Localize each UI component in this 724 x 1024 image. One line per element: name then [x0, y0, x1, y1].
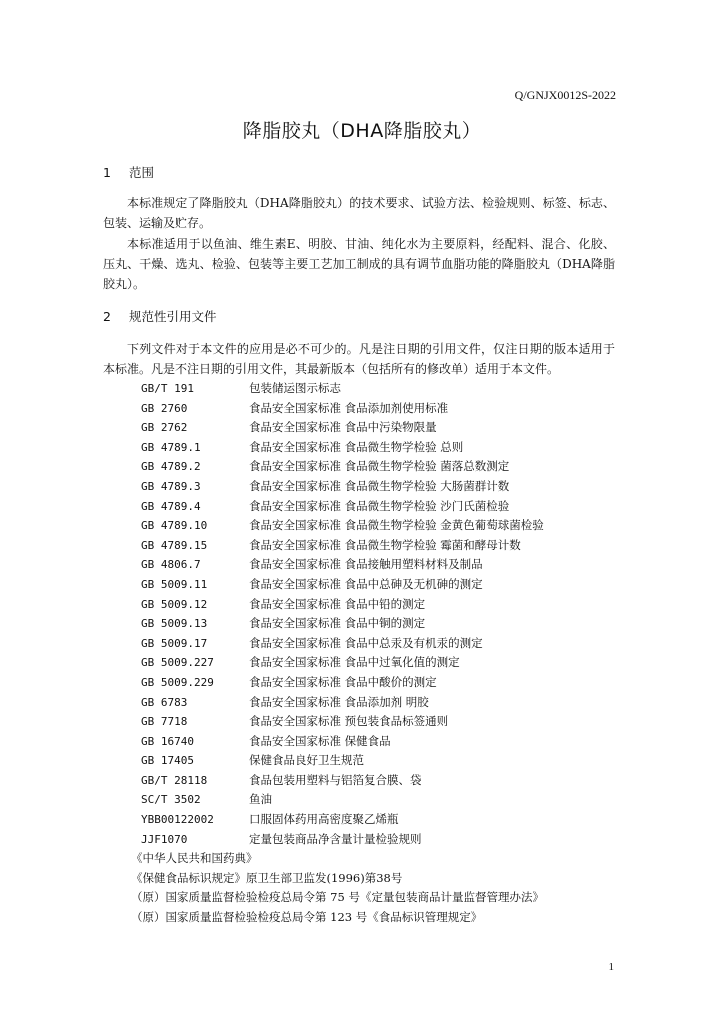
other-documents-list: [131, 849, 544, 927]
references-intro: 下列文件对于本文件的应用是必不可少的。凡是注日期的引用文件，仅注日期的版本适用于本标准。凡是不注日期的引用文件，其最新版本（包括所有的修改单）适用于本文件。: [103, 342, 615, 376]
reference-title: 食品安全国家标准 食品中污染物限量: [249, 420, 437, 435]
reference-row: [141, 653, 544, 673]
reference-title: 包装储运图示标志: [249, 381, 341, 395]
reference-code: GB 5009.12: [141, 597, 208, 611]
reference-title: 食品安全国家标准 食品中酸价的测定: [249, 674, 437, 689]
scope-paragraph-2: 本标准适用于以鱼油、维生素E、明胶、甘油、纯化水为主要原料，经配料、混合、化胶、压丸、干燥、选丸、检验、包装等主要工艺加工制成的具有调节血脂功能的降脂胶丸（DHA降脂胶丸）。: [103, 237, 615, 291]
section-2-heading: [103, 307, 217, 325]
reference-row: [141, 693, 544, 713]
reference-title: 食品安全国家标准 食品中过氧化值的测定: [249, 655, 460, 670]
reference-code: SC/T 3502: [141, 793, 201, 807]
reference-code: GB 6783: [141, 695, 188, 709]
reference-title: 保健食品良好卫生规范: [249, 753, 364, 768]
reference-code: GB/T 28118: [141, 773, 208, 787]
reference-code: YBB00122002: [141, 813, 214, 827]
reference-row: [141, 614, 544, 634]
other-document-item: 《保健食品标识规定》原卫生部卫监发(1996)第38号: [131, 870, 403, 885]
other-document-item: （原）国家质量监督检验检疫总局令第 123 号《食品标识管理规定》: [131, 909, 483, 924]
reference-row: [141, 555, 544, 575]
reference-title: 定量包装商品净含量计量检验规则: [249, 831, 422, 846]
reference-title: 食品安全国家标准 食品接触用塑料材料及制品: [249, 557, 483, 572]
reference-title: 食品安全国家标准 食品中总砷及无机砷的测定: [249, 576, 483, 591]
reference-row: [141, 399, 544, 419]
section-title: 规范性引用文件: [129, 309, 217, 324]
reference-title: 口服固体药用高密度聚乙烯瓶: [249, 812, 399, 827]
reference-code: GB 4789.15: [141, 538, 208, 552]
reference-code: GB 17405: [141, 754, 194, 768]
reference-row: [141, 379, 544, 399]
reference-row: [141, 477, 544, 497]
section-1-heading: [103, 163, 154, 181]
page-number: 1: [608, 961, 614, 973]
reference-title: 食品安全国家标准 食品微生物学检验 沙门氏菌检验: [249, 498, 510, 513]
reference-code: GB 4789.2: [141, 460, 201, 474]
reference-code: GB 5009.227: [141, 656, 214, 670]
reference-row: [141, 575, 544, 595]
reference-title: 食品安全国家标准 食品微生物学检验 霉菌和酵母计数: [249, 537, 521, 552]
reference-code: GB 16740: [141, 734, 194, 748]
reference-code: GB 5009.17: [141, 636, 208, 650]
reference-row: [141, 712, 544, 732]
scope-paragraph-1: 本标准规定了降脂胶丸（DHA降脂胶丸）的技术要求、试验方法、检验规则、标签、标志、包装、运输及贮存。: [103, 196, 615, 230]
other-document-item: 《中华人民共和国药典》: [131, 851, 258, 865]
reference-row: [141, 418, 544, 438]
reference-code: GB 4806.7: [141, 558, 201, 572]
reference-title: 食品安全国家标准 预包装食品标签通则: [249, 714, 449, 729]
reference-title: 食品安全国家标准 食品中总汞及有机汞的测定: [249, 635, 483, 650]
reference-title: 食品安全国家标准 保健食品: [249, 733, 391, 748]
reference-row: [141, 810, 544, 830]
reference-code: GB 4789.4: [141, 499, 201, 513]
reference-code: GB 5009.13: [141, 617, 208, 631]
reference-title: 食品包装用塑料与铝箔复合膜、袋: [249, 772, 422, 787]
reference-row: [141, 790, 544, 810]
reference-row: [141, 438, 544, 458]
reference-title: 食品安全国家标准 食品添加剂使用标准: [249, 400, 449, 415]
reference-row: [141, 732, 544, 752]
reference-list: [141, 379, 544, 849]
reference-row: [141, 497, 544, 517]
reference-code: GB 4789.3: [141, 479, 201, 493]
reference-code: GB 2760: [141, 401, 188, 415]
reference-title: 食品安全国家标准 食品中铜的测定: [249, 616, 426, 631]
reference-row: [141, 751, 544, 771]
page-title: 降脂胶丸（DHA降脂胶丸）: [242, 120, 482, 142]
reference-code: GB 5009.229: [141, 675, 214, 689]
reference-row: [141, 673, 544, 693]
reference-code: GB 5009.11: [141, 577, 208, 591]
reference-code: GB 7718: [141, 715, 188, 729]
reference-row: [141, 830, 544, 850]
reference-code: GB/T 191: [141, 382, 194, 395]
reference-row: [141, 536, 544, 556]
reference-code: GB 4789.10: [141, 519, 208, 533]
section-number: 1: [103, 165, 111, 180]
reference-title: 食品安全国家标准 食品微生物学检验 总则: [249, 439, 464, 454]
reference-title: 食品安全国家标准 食品微生物学检验 金黄色葡萄球菌检验: [249, 518, 544, 533]
reference-title: 食品安全国家标准 食品微生物学检验 大肠菌群计数: [249, 478, 510, 493]
reference-title: 食品安全国家标准 食品中铅的测定: [249, 596, 426, 611]
reference-title: 食品安全国家标准 食品添加剂 明胶: [249, 694, 429, 709]
reference-row: [141, 771, 544, 791]
section-title: 范围: [129, 165, 155, 180]
reference-row: [141, 516, 544, 536]
reference-title: 鱼油: [249, 792, 272, 807]
reference-row: [141, 634, 544, 654]
other-document-item: （原）国家质量监督检验检疫总局令第 75 号《定量包装商品计量监督管理办法》: [131, 890, 544, 905]
section-number: 2: [103, 309, 111, 324]
reference-code: JJF1070: [141, 832, 188, 846]
document-code: Q/GNJX0012S-2022: [514, 88, 616, 102]
reference-code: GB 4789.1: [141, 440, 201, 454]
reference-row: [141, 457, 544, 477]
reference-row: [141, 595, 544, 615]
reference-title: 食品安全国家标准 食品微生物学检验 菌落总数测定: [249, 459, 510, 474]
reference-code: GB 2762: [141, 421, 188, 435]
